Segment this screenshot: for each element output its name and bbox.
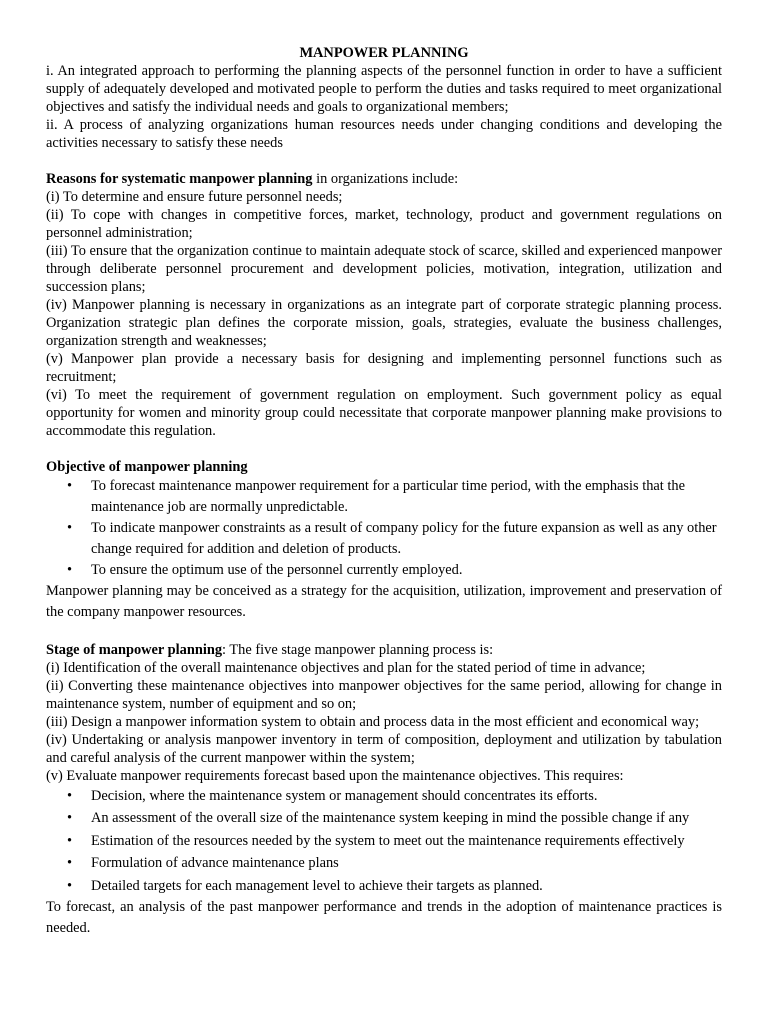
stage-item: (i) Identification of the overall maintenance objectives and plan for the stated period of time in advance;: [46, 660, 646, 676]
reason-item: (vi) To meet the requirement of government regulation on employment. Such government policy as equal opportunity for women and minority group could necessitate that corporate manpower planning make provisions to accommodate this regulation.: [46, 387, 722, 439]
stage-heading: [46, 641, 722, 659]
list-item: [46, 852, 722, 874]
bullet-icon: •: [67, 832, 73, 849]
reasons-heading-bold: Reasons for systematic manpower planning: [46, 171, 313, 187]
bullet-icon: •: [67, 520, 73, 536]
definition-2: ii. A process of analyzing organizations human resources needs under changing conditions and developing the activities necessary to satisfy these needs: [46, 117, 722, 151]
stage-item: (iii) Design a manpower information system to obtain and process data in the most efficient and economical way;: [46, 714, 700, 730]
reasons-heading-rest: in organizations include:: [312, 171, 459, 187]
reason-item: (iii) To ensure that the organization continue to maintain adequate stock of scarce, skilled and experienced manpower through deliberate personnel procurement and development policies, motivation, integration, utilization and succession plans;: [46, 243, 722, 295]
stage-item: (iv) Undertaking or analysis manpower inventory in term of composition, deployment and utilization by tabulation and careful analysis of the current manpower within the system;: [46, 732, 722, 766]
bullet-icon: •: [67, 855, 73, 872]
bullet-text: Formulation of advance maintenance plans: [91, 855, 339, 872]
page-title: MANPOWER PLANNING: [299, 45, 469, 61]
bullet-icon: •: [67, 478, 73, 494]
list-item: [46, 560, 722, 581]
list-item: [46, 785, 722, 807]
bullet-text: Estimation of the resources needed by the system to meet out the maintenance requirements effectively: [91, 832, 685, 849]
bullet-icon: •: [67, 788, 73, 804]
bullet-icon: •: [67, 810, 73, 827]
definition-1: i. An integrated approach to performing the planning aspects of the personnel function in order to have a sufficient supply of adequately developed and motivated people to perform the duties and tasks required to meet organizational objectives and satisfy the individual needs and goals to organizational members;: [46, 63, 722, 115]
bullet-text: Detailed targets for each management level to achieve their targets as planned.: [91, 877, 543, 894]
list-item: [46, 518, 722, 560]
objective-bullet-list: [46, 476, 722, 581]
list-item: [46, 476, 722, 518]
stage-heading-rest: : The five stage manpower planning process is:: [222, 642, 494, 658]
reasons-heading: [46, 170, 722, 188]
reason-item: (v) Manpower plan provide a necessary basis for designing and implementing personnel functions such as recruitment;: [46, 351, 722, 385]
stage-item: (ii) Converting these maintenance objectives into manpower objectives for the same period, allowing for change in maintenance system, number of equipment and so on;: [46, 678, 722, 712]
bullet-icon: •: [67, 562, 73, 578]
list-item: [46, 830, 722, 852]
reason-item: (iv) Manpower planning is necessary in organizations as an integrate part of corporate strategic planning process. Organization strategic plan defines the corporate mission, goals, strategies, evaluate the business challenges, organization strength and weaknesses;: [46, 297, 722, 349]
stage-heading-bold: Stage of manpower planning: [46, 642, 223, 658]
stage-item: (v) Evaluate manpower requirements forecast based upon the maintenance objectives. This requires:: [46, 768, 624, 784]
objective-heading: Objective of manpower planning: [46, 459, 248, 475]
bullet-text: Decision, where the maintenance system or management should concentrates its efforts.: [91, 788, 598, 804]
bullet-icon: •: [67, 877, 73, 894]
bullet-text: To indicate manpower constraints as a result of company policy for the future expansion as well as any other change required for addition and deletion of products.: [91, 520, 717, 557]
bullet-text: To ensure the optimum use of the personnel currently employed.: [91, 562, 463, 578]
bullet-text: To forecast maintenance manpower requirement for a particular time period, with the emphasis that the maintenance job are normally unpredictable.: [91, 478, 685, 515]
bullet-text: An assessment of the overall size of the maintenance system keeping in mind the possible change if any: [91, 810, 690, 827]
reason-item: (ii) To cope with changes in competitive forces, market, technology, product and government regulations on personnel administration;: [46, 207, 722, 241]
stage-bullet-list: [46, 785, 722, 897]
reason-item: (i) To determine and ensure future personnel needs;: [46, 189, 343, 205]
list-item: [46, 875, 722, 897]
objective-closing: Manpower planning may be conceived as a strategy for the acquisition, utilization, improvement and preservation of the company manpower resources.: [46, 583, 722, 620]
list-item: [46, 807, 722, 829]
stage-closing: To forecast, an analysis of the past manpower performance and trends in the adoption of maintenance practices is needed.: [46, 899, 722, 937]
